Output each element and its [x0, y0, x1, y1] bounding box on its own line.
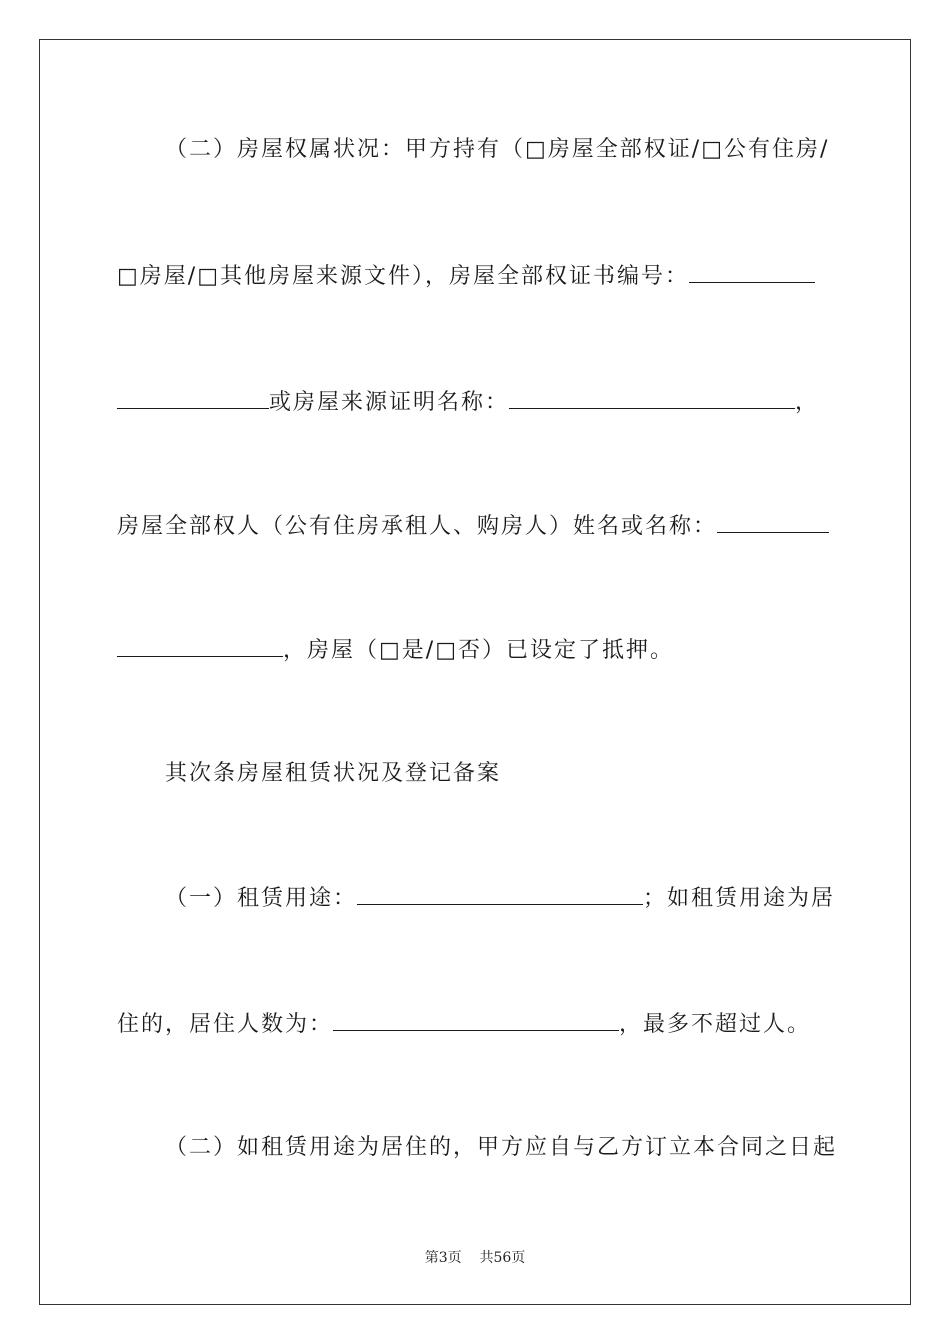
text-comma: ， — [795, 390, 820, 415]
paragraph-line-8 — [165, 1134, 837, 1162]
page-footer — [0, 1247, 950, 1267]
paragraph-line-5 — [117, 636, 674, 665]
paragraph-line-1 — [165, 136, 829, 164]
paragraph-line-4 — [117, 512, 829, 541]
text-owner-name: 房屋全部权人（公有住房承租人、购房人）姓名或名称： — [117, 514, 718, 539]
resident-count-blank[interactable] — [333, 1010, 619, 1031]
paragraph-line-7 — [117, 1010, 811, 1039]
owner-name-blank[interactable] — [717, 512, 829, 533]
text-mortgage: ，房屋（□是/□否）已设定了抵押。 — [283, 638, 674, 663]
source-certificate-name-blank[interactable] — [509, 388, 795, 409]
paragraph-line-6 — [165, 884, 835, 913]
page-number: 第3页 — [424, 1250, 462, 1266]
paragraph-line-3 — [117, 388, 819, 417]
text-ownership-status: （二）房屋权属状况：甲方持有（□房屋全部权证/□公有住房/ — [165, 137, 830, 162]
certificate-number-blank-cont[interactable] — [117, 388, 269, 409]
text-if-residential: ；如租赁用途为居 — [643, 886, 836, 911]
lease-purpose-blank[interactable] — [357, 884, 643, 905]
text-resident-count: 住的，居住人数为： — [117, 1012, 334, 1037]
section-heading — [165, 760, 501, 788]
text-certificate-number: □房屋/□其他房屋来源文件），房屋全部权证书编号： — [117, 264, 689, 289]
text-max-residents: ，最多不超过人。 — [619, 1012, 812, 1037]
text-section-title: 其次条房屋租赁状况及登记备案 — [165, 761, 502, 786]
certificate-number-blank[interactable] — [689, 262, 815, 283]
text-registration-clause: （二）如租赁用途为居住的，甲方应自与乙方订立本合同之日起 — [165, 1135, 838, 1160]
page-border — [39, 39, 911, 1305]
text-source-certificate-name: 或房屋来源证明名称： — [269, 390, 510, 415]
owner-name-blank-cont[interactable] — [117, 636, 283, 657]
paragraph-line-2 — [117, 262, 815, 291]
text-lease-purpose: （一）租赁用途： — [165, 886, 358, 911]
total-pages: 共56页 — [479, 1250, 526, 1266]
